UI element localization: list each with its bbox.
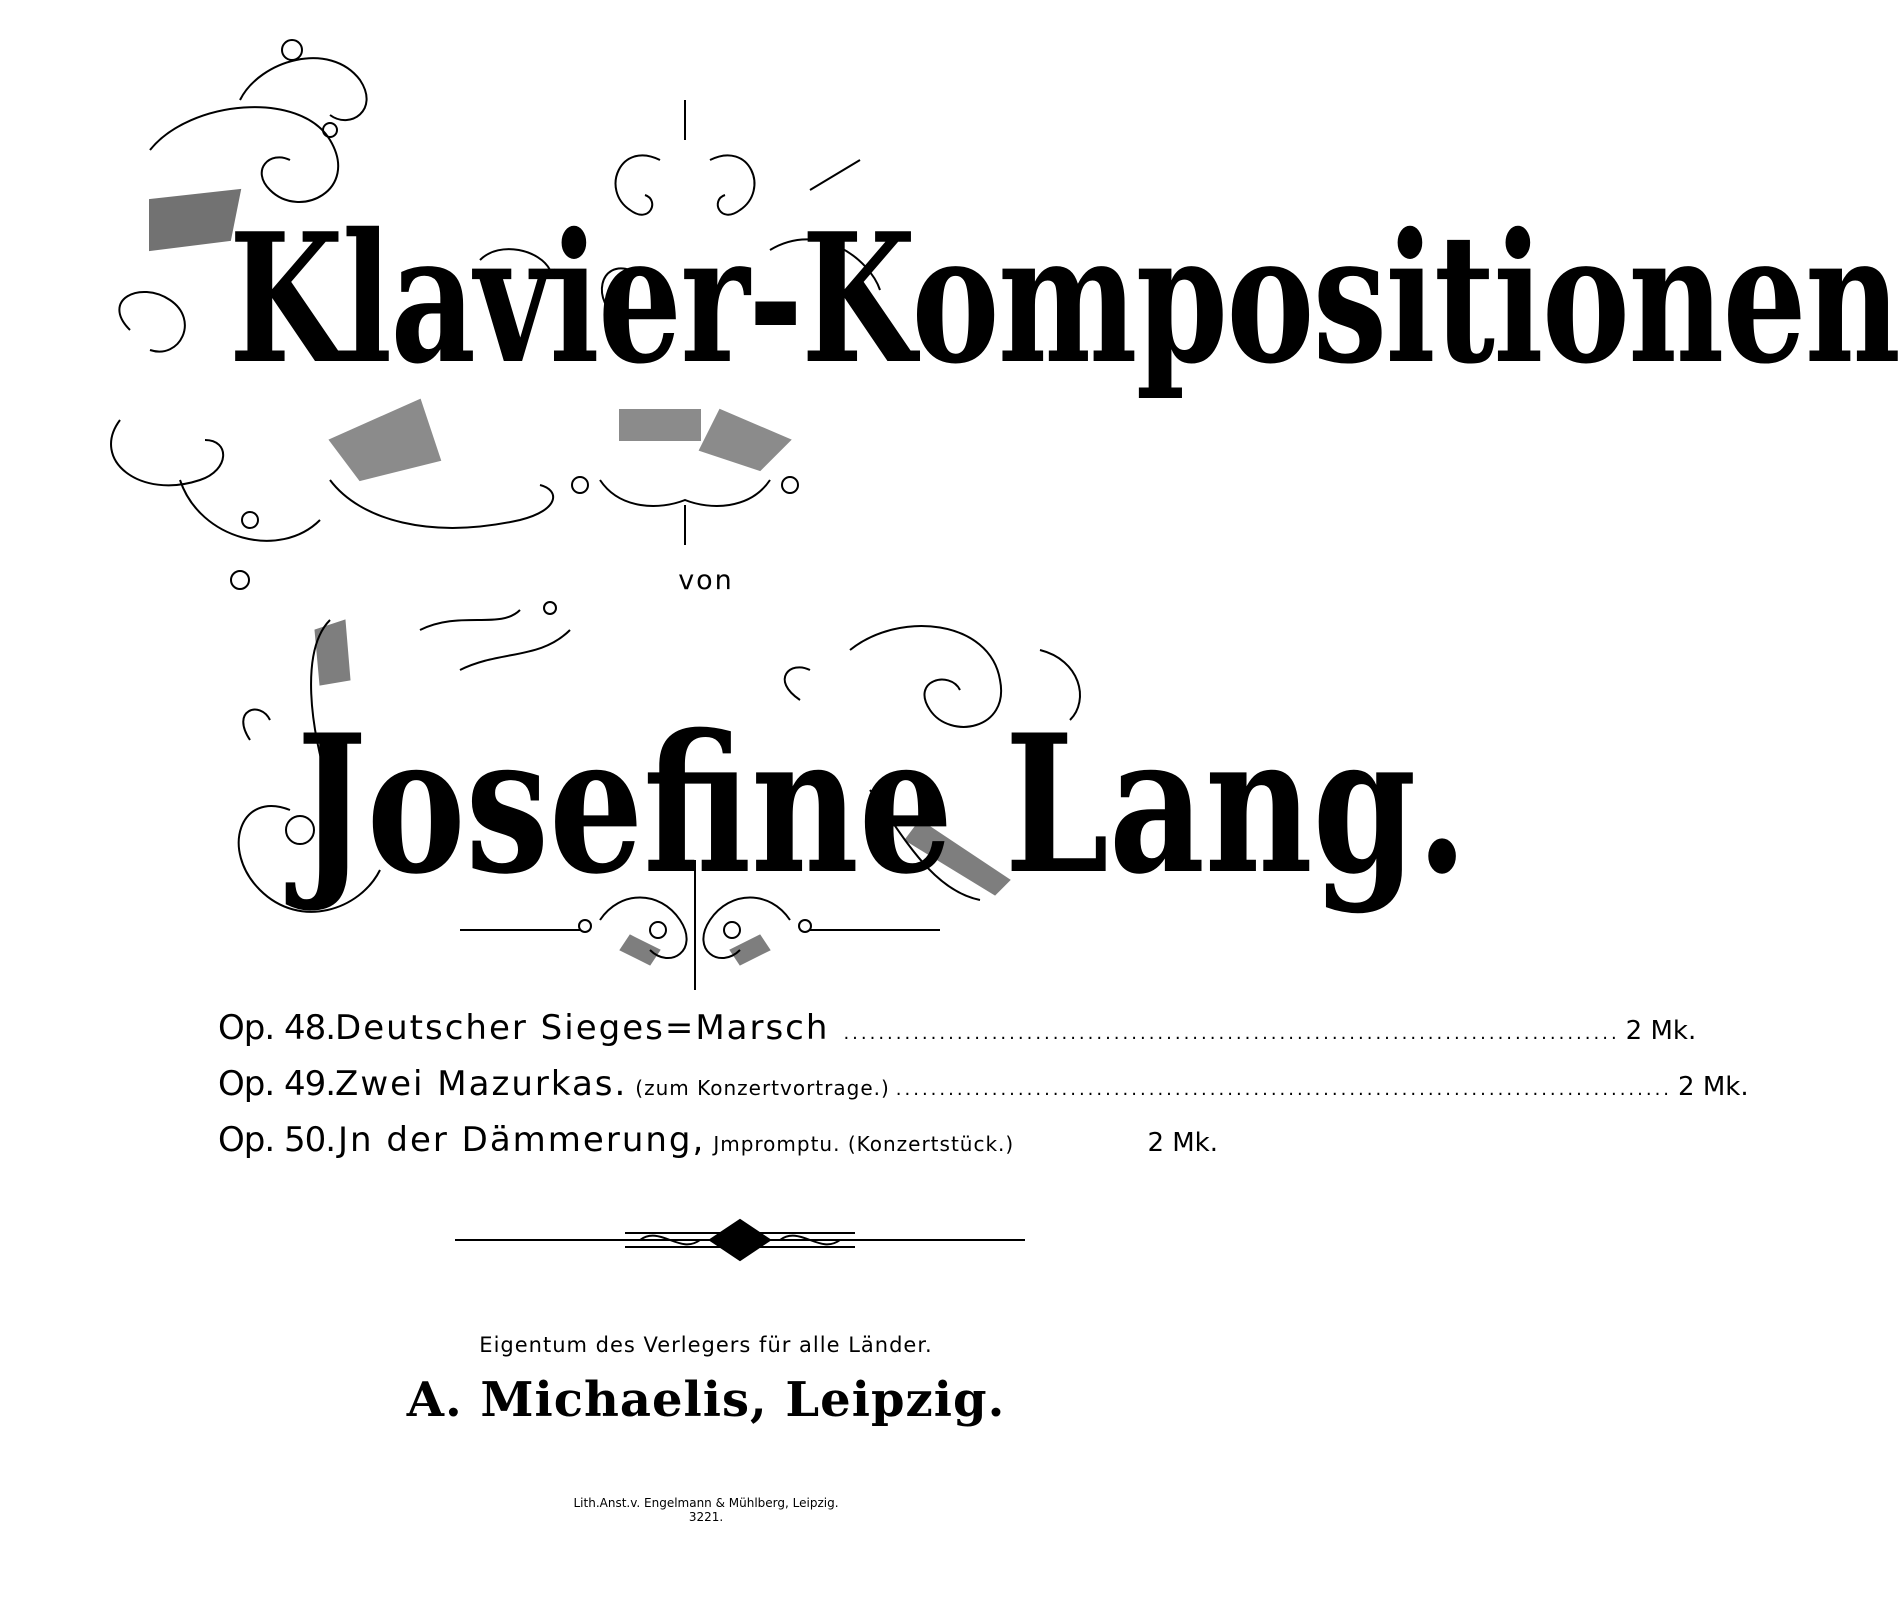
list-item: [218, 1008, 1697, 1064]
work-title: Zwei Mazurkas.: [335, 1064, 628, 1104]
printer-line: Lith.Anst.v. Engelmann & Mühlberg, Leipzig.: [573, 1496, 839, 1510]
works-list: [218, 1008, 1749, 1176]
work-price: 2 Mk.: [1678, 1072, 1749, 1102]
dot-leader: .........................................................................................: [843, 1023, 1620, 1044]
composer-block: [180, 600, 1468, 1000]
title-block: [60, 30, 1899, 590]
work-opus: Op. 50.: [218, 1120, 336, 1160]
work-price: 2 Mk.: [1625, 1016, 1697, 1046]
by-label: von: [678, 565, 734, 596]
publisher-name: A. Michaelis, Leipzig.: [406, 1372, 1006, 1428]
main-title: Klavier-Kompositionen: [229, 194, 1899, 403]
work-price: 2 Mk.: [1147, 1128, 1218, 1158]
list-item: [218, 1064, 1749, 1120]
work-subtitle: Jmpromptu. (Konzertstück.): [713, 1132, 1015, 1156]
work-subtitle: (zum Konzertvortrage.): [635, 1076, 890, 1100]
printer-number: 3221.: [688, 1510, 724, 1524]
work-title: Deutscher Sieges=Marsch: [335, 1008, 830, 1048]
rights-notice: Eigentum des Verlegers für alle Länder.: [479, 1333, 933, 1357]
work-opus: Op. 48.: [218, 1008, 336, 1048]
divider-ornament: [440, 1215, 1040, 1265]
dot-leader: .........................................................................................: [895, 1079, 1673, 1100]
printer-imprint: [0, 1496, 1412, 1524]
list-item: [218, 1120, 1218, 1176]
work-opus: Op. 49.: [218, 1064, 336, 1104]
composer-name: Josefine Lang.: [296, 693, 1468, 916]
work-title: Jn der Dämmerung,: [338, 1120, 706, 1160]
